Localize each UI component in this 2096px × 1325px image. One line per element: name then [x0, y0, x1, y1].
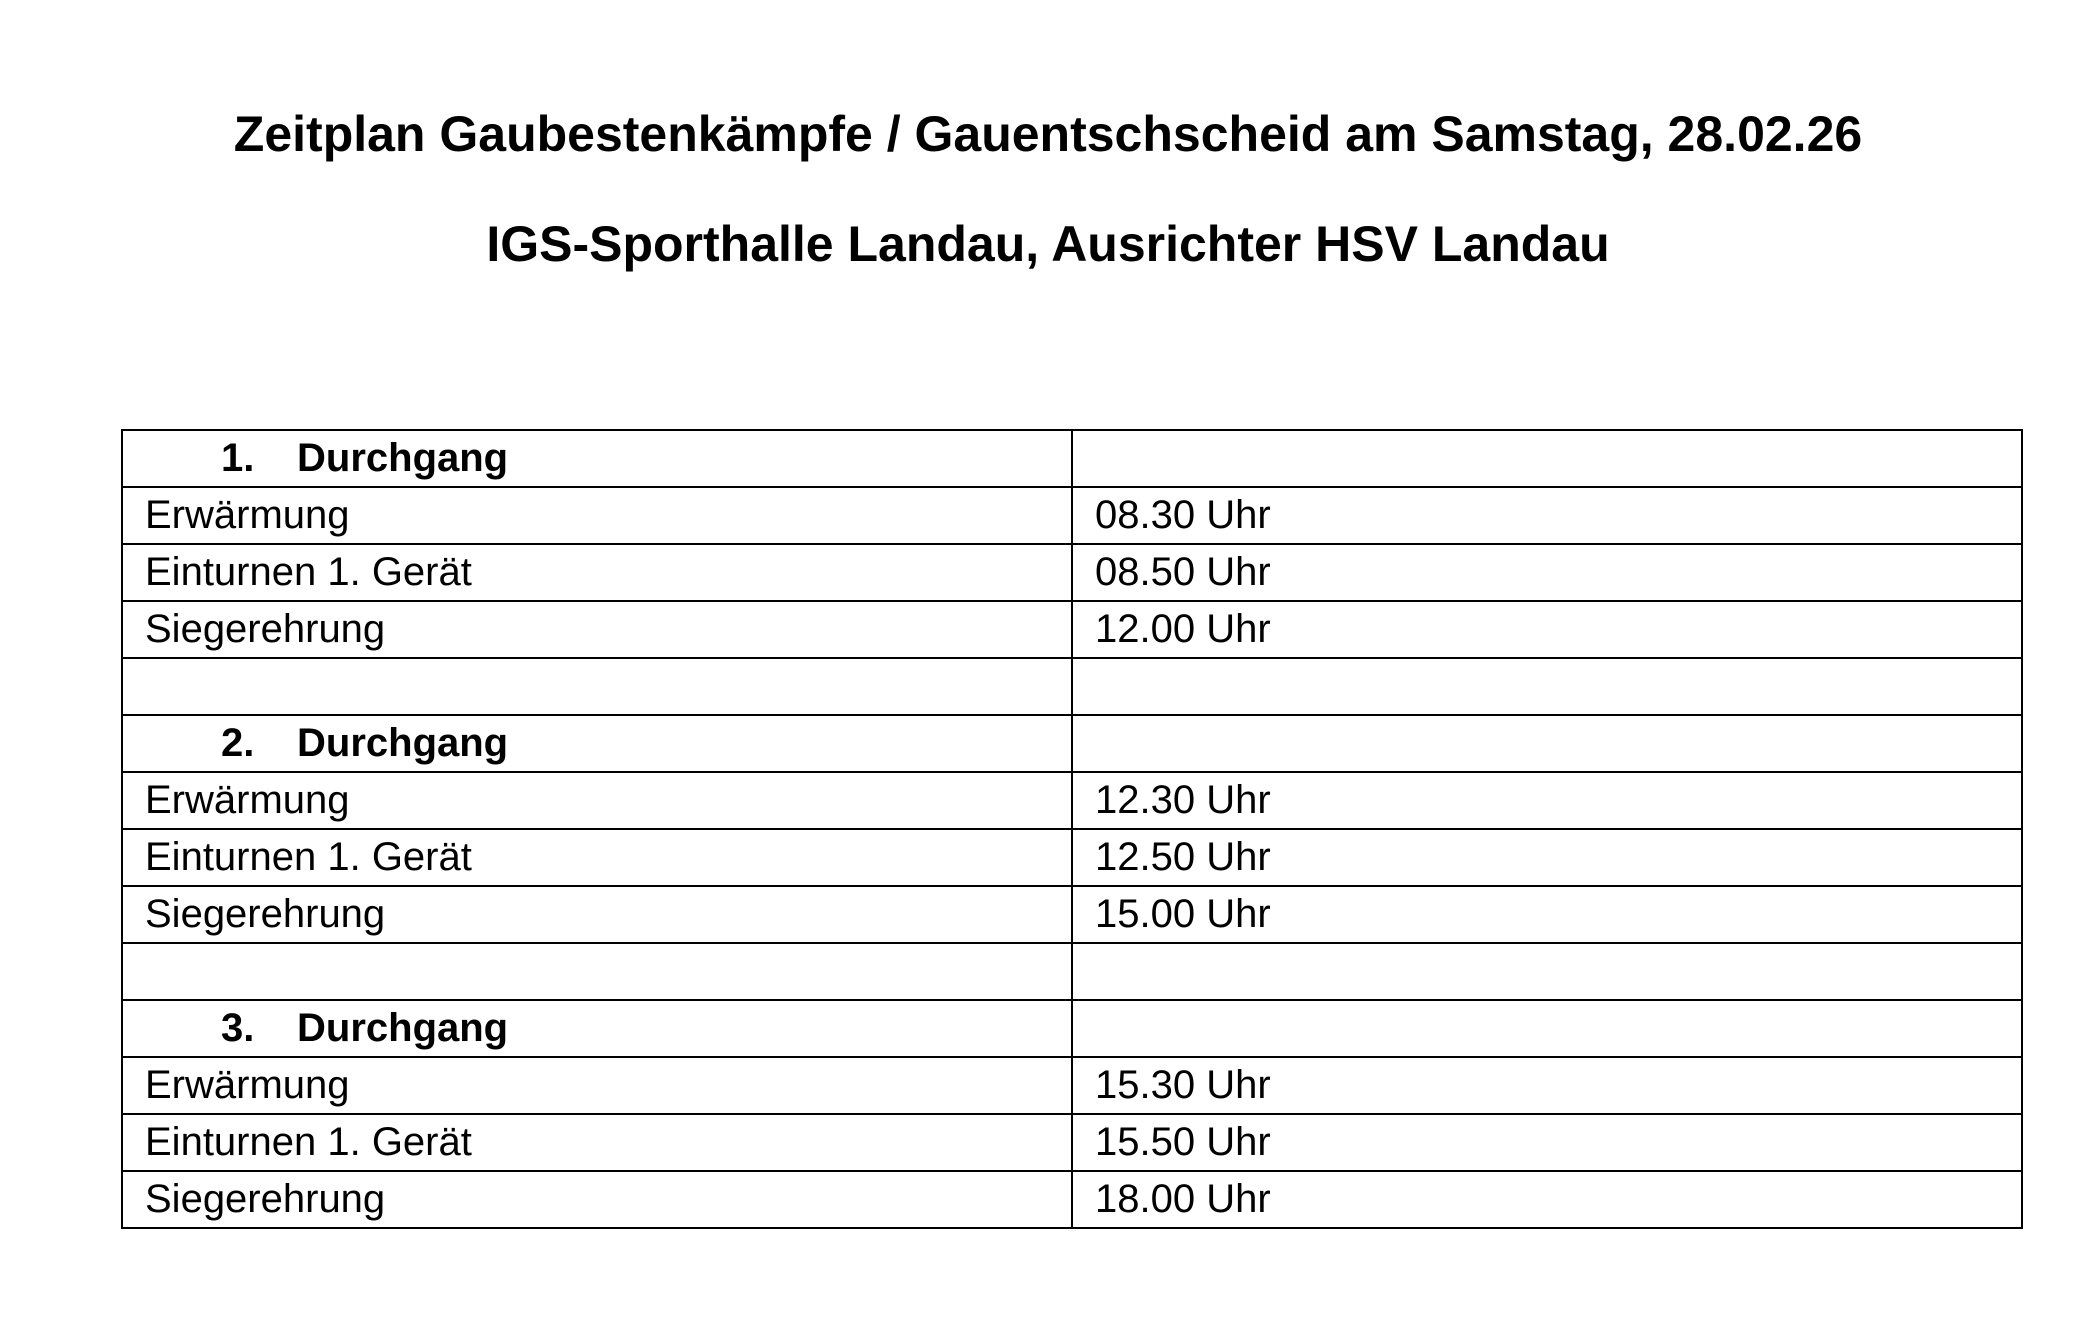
round-heading	[122, 430, 1072, 487]
activity-cell: Erwärmung	[122, 1057, 1072, 1114]
round-heading-row	[122, 430, 2022, 487]
activity-cell: Siegerehrung	[122, 1171, 1072, 1228]
schedule-table	[121, 429, 2023, 1229]
table-row	[122, 772, 2022, 829]
time-cell: 08.30 Uhr	[1072, 487, 2022, 544]
activity-cell: Erwärmung	[122, 772, 1072, 829]
time-cell: 18.00 Uhr	[1072, 1171, 2022, 1228]
activity-cell: Einturnen 1. Gerät	[122, 829, 1072, 886]
table-row	[122, 829, 2022, 886]
time-cell: 12.30 Uhr	[1072, 772, 2022, 829]
empty-cell	[122, 943, 1072, 1000]
table-row	[122, 487, 2022, 544]
table-row	[122, 1057, 2022, 1114]
activity-cell: Einturnen 1. Gerät	[122, 1114, 1072, 1171]
time-cell: 15.50 Uhr	[1072, 1114, 2022, 1171]
round-title: Durchgang	[297, 1006, 509, 1050]
round-title: Durchgang	[297, 436, 509, 480]
time-cell: 15.00 Uhr	[1072, 886, 2022, 943]
activity-cell: Siegerehrung	[122, 886, 1072, 943]
round-heading-row	[122, 1000, 2022, 1057]
round-number: 1.	[221, 436, 255, 480]
empty-cell	[1072, 658, 2022, 715]
spacer-row	[122, 658, 2022, 715]
empty-cell	[1072, 715, 2022, 772]
activity-cell: Erwärmung	[122, 487, 1072, 544]
table-row	[122, 886, 2022, 943]
round-heading-row	[122, 715, 2022, 772]
empty-cell	[1072, 430, 2022, 487]
round-number: 3.	[221, 1006, 255, 1050]
round-heading	[122, 1000, 1072, 1057]
table-row	[122, 1171, 2022, 1228]
empty-cell	[122, 658, 1072, 715]
time-cell: 12.50 Uhr	[1072, 829, 2022, 886]
activity-cell: Einturnen 1. Gerät	[122, 544, 1072, 601]
empty-cell	[1072, 943, 2022, 1000]
round-title: Durchgang	[297, 721, 509, 765]
time-cell: 15.30 Uhr	[1072, 1057, 2022, 1114]
activity-cell: Siegerehrung	[122, 601, 1072, 658]
round-heading	[122, 715, 1072, 772]
time-cell: 08.50 Uhr	[1072, 544, 2022, 601]
document-subtitle: IGS-Sporthalle Landau, Ausrichter HSV Landau	[486, 216, 1610, 272]
table-row	[122, 601, 2022, 658]
round-number: 2.	[221, 721, 255, 765]
table-row	[122, 544, 2022, 601]
time-cell: 12.00 Uhr	[1072, 601, 2022, 658]
table-row	[122, 1114, 2022, 1171]
document-title: Zeitplan Gaubestenkämpfe / Gauentschscheid am Samstag, 28.02.26	[233, 106, 1863, 162]
spacer-row	[122, 943, 2022, 1000]
empty-cell	[1072, 1000, 2022, 1057]
